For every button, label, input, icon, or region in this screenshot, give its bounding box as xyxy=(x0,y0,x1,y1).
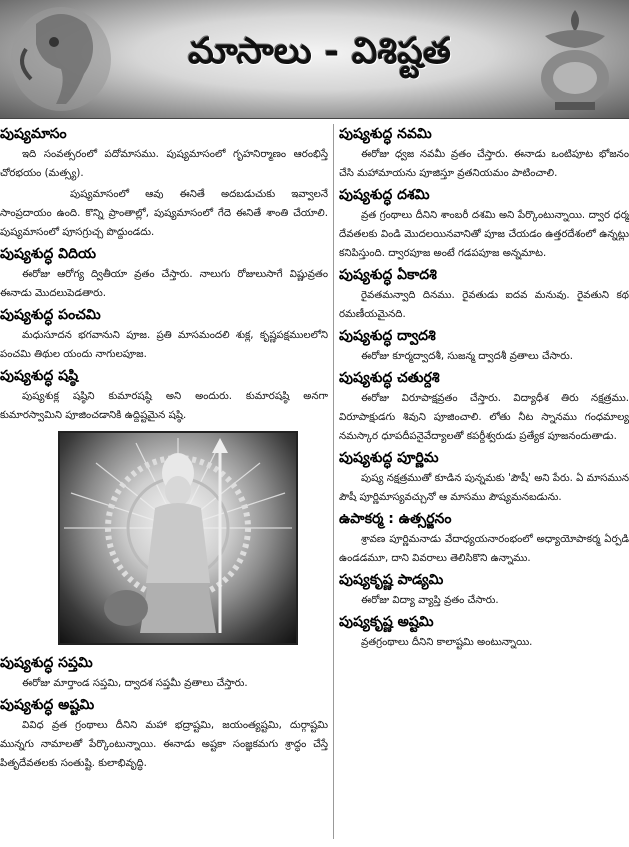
column-divider xyxy=(333,124,334,839)
section-heading: పుష్యశుద్ధ ఏకాదశి xyxy=(339,267,437,283)
section-paragraph: ఈరోజు విరూపాక్షవ్రతం చేస్తారు. విద్యాధీశ తిరు నక్షత్రము. విరూపాక్షుడగు శివుని పూజించాలి. లోతు నీట స్నానము గంధమాల్య నమస్కార ధూపదీపనైవేద్యాలతో కపర్దీశ్వరుడు ప్రత్యేక పూజనందుతాడు. xyxy=(339,393,629,442)
section-paragraph: వ్రత గ్రంథాలు దీనిని శాంబరీ దశమి అని పేర్కొంటున్నాయి. ద్వార ధర్మ దేవతలకు విండి మొదలయినవానితో పూజ చేయడం ఉత్తరదేశంలో ఉన్నట్లు కనిపిస్తుంది. ద్వారపూజ అంటే గడపపూజ అన్నమాట. xyxy=(339,210,629,259)
section-vidiya xyxy=(0,244,328,303)
section-paragraph: ఈరోజు మార్తాండ సప్తమి, ద్వాదశ సప్తమీ వ్రతాలు చేస్తారు. xyxy=(22,678,248,689)
section-dwadashi xyxy=(339,326,629,366)
section-purnima xyxy=(339,448,629,507)
section-heading: ఉపాకర్మ : ఉత్సర్జనం xyxy=(339,511,452,527)
header-banner xyxy=(0,0,629,119)
section-heading: పుష్యశుద్ధ ద్వాదశి xyxy=(339,328,436,344)
section-heading: పుష్యశుద్ధ షష్ఠి xyxy=(0,368,79,384)
section-chaturdashi xyxy=(339,368,629,446)
section-paragraph: మధుసూదన భగవానుని పూజ. ప్రతి మాసమందలి శుక్ల, కృష్ణపక్షములలోని పంచమి తిథుల యందు నాగులపూజ. xyxy=(0,330,328,360)
section-krishna-ashtami xyxy=(339,612,629,652)
section-heading: పుష్యశుద్ధ విదియ xyxy=(0,246,96,262)
section-navami xyxy=(339,124,629,183)
section-ashtami xyxy=(0,695,328,773)
section-paragraph: పుష్య నక్షత్రముతో కూడిన పున్నమకు 'పౌషీ' అని పేరు. ఏ మాసమున పౌషీ పూర్ణిమాస్యవచ్చునో ఆ మాసము పౌష్యమనబడును. xyxy=(339,473,629,503)
section-shashti xyxy=(0,366,328,425)
section-paragraph: వివిధ వ్రత గ్రంథాలు దీనిని మహా భద్రాష్టమి, జయంత్యష్టమి, దుర్గాష్టమి మున్నగు నామాలతో పేర్కొంటున్నాయి. ఈనాడు అష్టకా సంజ్ఞకమగు శ్రాద్ధం చేస్తే పితృదేవతలకు సంతుష్టి. కులాభివృద్ధి. xyxy=(0,720,328,769)
section-heading: పుష్యమాసం xyxy=(0,126,67,142)
section-panchami xyxy=(0,305,328,364)
right-column xyxy=(339,124,629,654)
section-paragraph: ఈరోజు ఆరోగ్య ద్వితీయా వ్రతం చేస్తారు. నాలుగు రోజులుసాగే విష్ణువ్రతం ఈనాడు మొదలుపెడతారు. xyxy=(0,269,328,299)
section-heading: పుష్యశుద్ధ పూర్ణిమ xyxy=(339,450,439,466)
section-paragraph: ఈరోజు విద్యా వ్యాప్తి వ్రతం చేసారు. xyxy=(361,595,499,606)
deity-figure-icon xyxy=(60,433,296,643)
section-paragraph: ఈరోజు ధ్వజ నవమీ వ్రతం చేస్తారు. ఈనాడు ఒంటిపూట భోజనం చేసి మహామాయను పూజిస్తూ వ్రతనియమం పాటించాలి. xyxy=(339,149,629,179)
section-upakarma xyxy=(339,509,629,568)
section-ekadashi xyxy=(339,265,629,324)
section-heading: పుష్యశుద్ధ అష్టమి xyxy=(0,697,95,713)
section-saptami xyxy=(0,653,328,693)
section-dashami xyxy=(339,185,629,263)
section-paragraph: రైవతమన్వాది దినము. రైవతుడు ఐదవ మనువు. రైవతుని కథ రమణీయమైనది. xyxy=(339,290,629,320)
kumaraswamy-image xyxy=(58,431,298,645)
section-paragraph: ఇది సంవత్సరంలో పదోమాసము. పుష్యమాసంలో గృహనిర్మాణం ఆరంభిస్తే చోరభయం (మత్స్య). xyxy=(0,149,328,179)
section-paragraph: పుష్యమాసంలో ఆవు ఈనితే అదబడుచుకు ఇవ్వాలనే సాంప్రదాయం ఉంది. కొన్ని ప్రాంతాల్లో, పుష్యమాసంలో గేదె ఈనితే శాంతి చేయాలి. పుష్యమాసంలో పూసగ్రుచ్చ పొద్దుండదు. xyxy=(0,189,328,238)
section-heading: పుష్యశుద్ధ దశమి xyxy=(339,187,430,203)
page-title: మాసాలు - విశిష్టత xyxy=(188,30,451,72)
section-heading: పుష్యశుద్ధ నవమి xyxy=(339,126,432,142)
section-paragraph: ఈరోజు కూర్మద్వాదశీ, సుజన్మ ద్వాదశీ వ్రతాలు చేసారు. xyxy=(361,351,573,362)
kalasham-icon xyxy=(525,6,625,114)
section-pushya-masam xyxy=(0,124,328,242)
section-heading: పుష్యశుద్ధ చతుర్దశి xyxy=(339,370,440,386)
section-paragraph: శ్రావణ పూర్ణిమనాడు వేదాధ్యయనారంభంలో అధ్యాయోపాకర్మ ఏర్పడి ఉండడమూ, దాని వివరాలు తెలిసికొని ఉన్నాము. xyxy=(339,534,629,564)
section-heading: పుష్యశుద్ధ పంచమి xyxy=(0,307,101,323)
section-heading: పుష్యకృష్ణ పాడ్యమి xyxy=(339,572,444,588)
ganesha-icon xyxy=(6,4,116,114)
section-heading: పుష్యకృష్ణ అష్టమి xyxy=(339,614,434,630)
section-paragraph: పుష్యశుక్ల షష్ఠిని కుమారషష్ఠి అని అందురు. కుమారషష్ఠి అనగా కుమారస్వామిని పూజించడానికి ఉద్దిష్టమైన షష్ఠి. xyxy=(0,391,328,421)
section-paragraph: వ్రతగ్రంథాలు దీనిని కాలాష్టమి అంటున్నాయి. xyxy=(361,637,533,648)
section-heading: పుష్యశుద్ధ సప్తమి xyxy=(0,655,93,671)
section-krishna-padyami xyxy=(339,570,629,610)
left-column xyxy=(0,124,328,775)
